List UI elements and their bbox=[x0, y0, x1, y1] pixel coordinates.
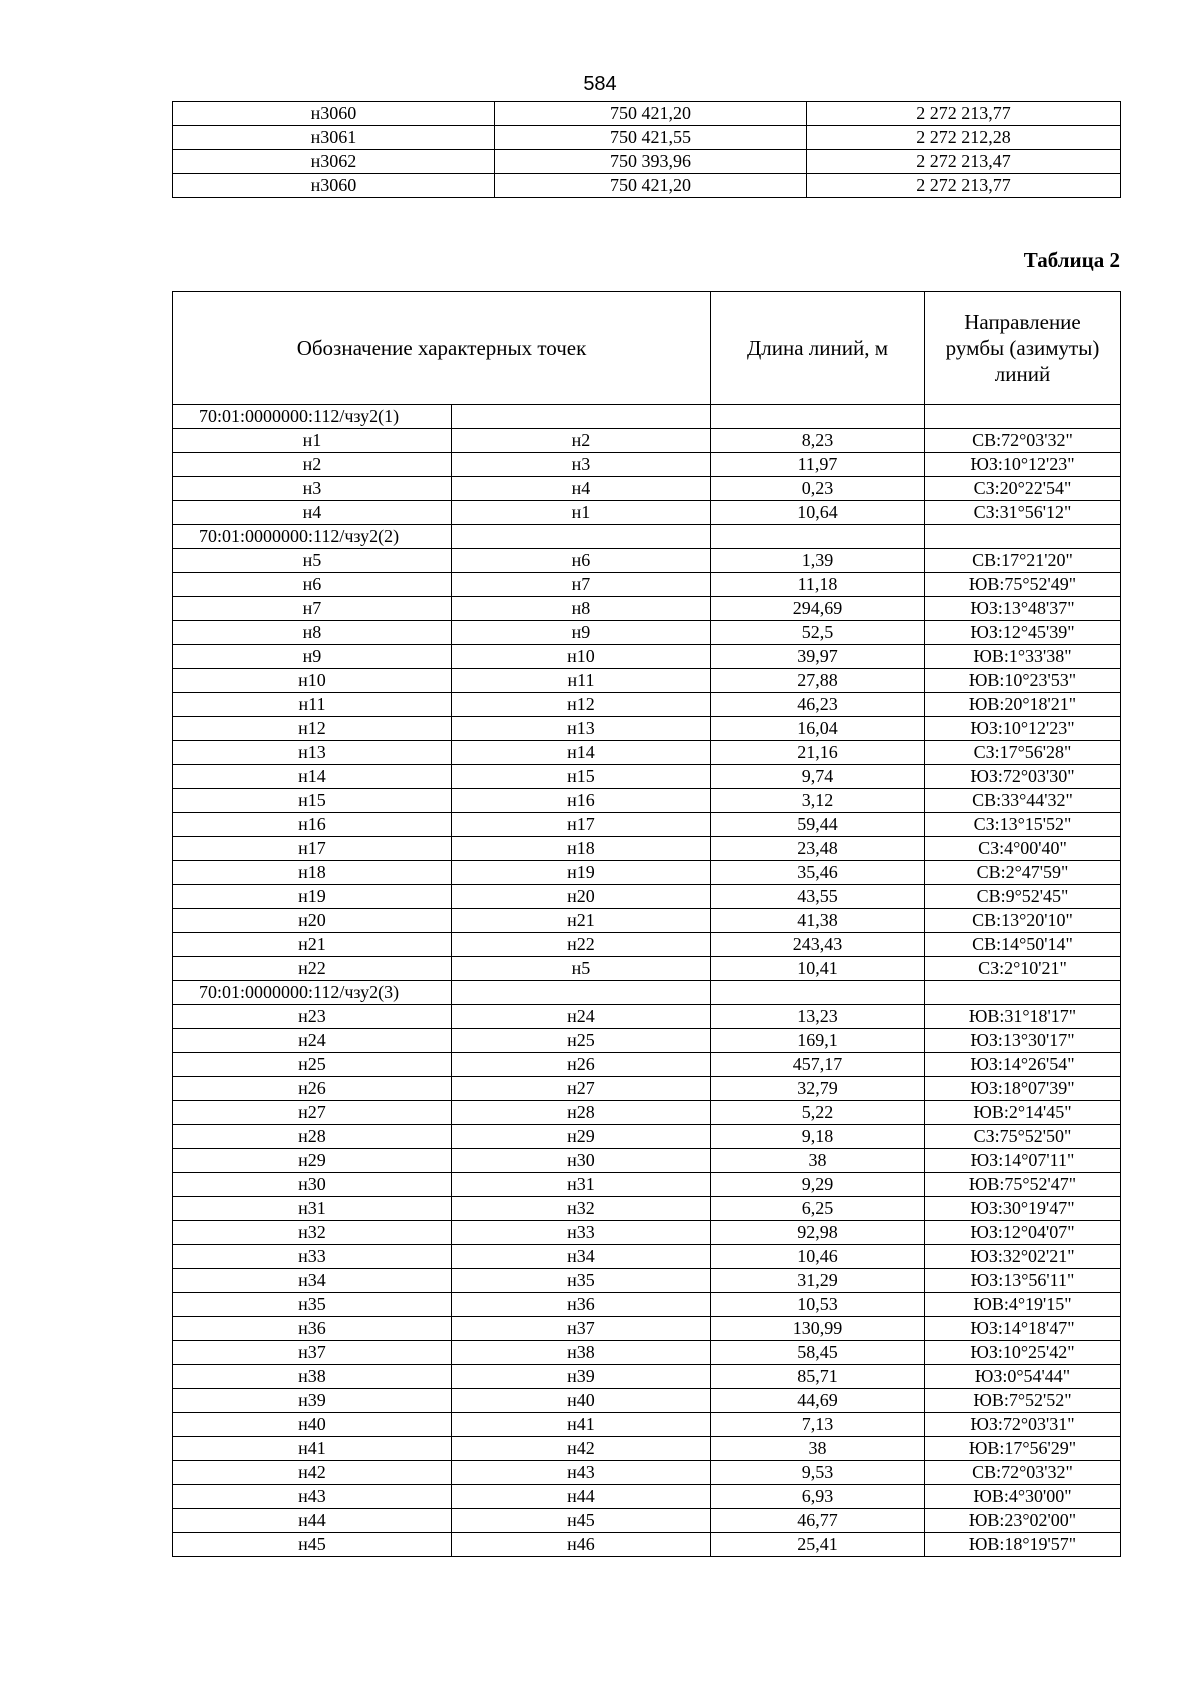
to-point-cell: н27 bbox=[452, 1077, 711, 1101]
to-point-cell: н2 bbox=[452, 429, 711, 453]
bearing-cell: ЮВ:1°33'38" bbox=[925, 645, 1121, 669]
table-row bbox=[173, 1389, 1121, 1413]
bearing-cell: ЮЗ:13°56'11" bbox=[925, 1269, 1121, 1293]
to-point-cell: н1 bbox=[452, 501, 711, 525]
point-cell: н3062 bbox=[173, 150, 495, 174]
length-cell: 31,29 bbox=[711, 1269, 925, 1293]
to-point-cell: н11 bbox=[452, 669, 711, 693]
from-point-cell: н18 bbox=[173, 861, 452, 885]
table-row bbox=[173, 1341, 1121, 1365]
length-cell: 27,88 bbox=[711, 669, 925, 693]
bearing-cell: СВ:72°03'32" bbox=[925, 429, 1121, 453]
table-row bbox=[173, 1461, 1121, 1485]
table-row bbox=[173, 1317, 1121, 1341]
point-cell: н3060 bbox=[173, 102, 495, 126]
x-coordinate-cell: 750 421,55 bbox=[495, 126, 807, 150]
length-cell: 32,79 bbox=[711, 1077, 925, 1101]
bearing-cell: СВ:13°20'10" bbox=[925, 909, 1121, 933]
length-cell: 10,64 bbox=[711, 501, 925, 525]
length-cell: 294,69 bbox=[711, 597, 925, 621]
header-direction: Направление румбы (азимуты) линий bbox=[925, 292, 1121, 405]
table-row bbox=[173, 1437, 1121, 1461]
from-point-cell: н43 bbox=[173, 1485, 452, 1509]
table-row bbox=[173, 621, 1121, 645]
bearing-cell: ЮЗ:72°03'31" bbox=[925, 1413, 1121, 1437]
length-cell: 169,1 bbox=[711, 1029, 925, 1053]
length-cell: 6,93 bbox=[711, 1485, 925, 1509]
from-point-cell: н5 bbox=[173, 549, 452, 573]
from-point-cell: н33 bbox=[173, 1245, 452, 1269]
to-point-cell: н13 bbox=[452, 717, 711, 741]
empty-cell bbox=[452, 525, 711, 549]
to-point-cell: н19 bbox=[452, 861, 711, 885]
to-point-cell: н22 bbox=[452, 933, 711, 957]
from-point-cell: н6 bbox=[173, 573, 452, 597]
from-point-cell: н39 bbox=[173, 1389, 452, 1413]
to-point-cell: н8 bbox=[452, 597, 711, 621]
table-row bbox=[173, 741, 1121, 765]
table-row bbox=[173, 1533, 1121, 1557]
length-cell: 3,12 bbox=[711, 789, 925, 813]
header-points: Обозначение характерных точек bbox=[173, 292, 711, 405]
table-row bbox=[173, 837, 1121, 861]
to-point-cell: н35 bbox=[452, 1269, 711, 1293]
to-point-cell: н26 bbox=[452, 1053, 711, 1077]
table-row bbox=[173, 1365, 1121, 1389]
y-coordinate-cell: 2 272 212,28 bbox=[807, 126, 1121, 150]
length-cell: 457,17 bbox=[711, 1053, 925, 1077]
table-row bbox=[173, 573, 1121, 597]
table-row bbox=[173, 885, 1121, 909]
parcel-row bbox=[173, 405, 1121, 429]
length-cell: 5,22 bbox=[711, 1101, 925, 1125]
table-row bbox=[173, 1221, 1121, 1245]
bearing-cell: СВ:72°03'32" bbox=[925, 1461, 1121, 1485]
bearing-cell: ЮВ:17°56'29" bbox=[925, 1437, 1121, 1461]
x-coordinate-cell: 750 393,96 bbox=[495, 150, 807, 174]
to-point-cell: н42 bbox=[452, 1437, 711, 1461]
bearing-cell: ЮВ:31°18'17" bbox=[925, 1005, 1121, 1029]
to-point-cell: н30 bbox=[452, 1149, 711, 1173]
bearing-cell: СЗ:75°52'50" bbox=[925, 1125, 1121, 1149]
to-point-cell: н24 bbox=[452, 1005, 711, 1029]
from-point-cell: н4 bbox=[173, 501, 452, 525]
bearing-cell: СЗ:13°15'52" bbox=[925, 813, 1121, 837]
from-point-cell: н8 bbox=[173, 621, 452, 645]
length-cell: 21,16 bbox=[711, 741, 925, 765]
to-point-cell: н9 bbox=[452, 621, 711, 645]
length-cell: 46,77 bbox=[711, 1509, 925, 1533]
table-2-title: Таблица 2 bbox=[1023, 248, 1120, 272]
empty-cell bbox=[925, 981, 1121, 1005]
bearing-cell: ЮВ:2°14'45" bbox=[925, 1101, 1121, 1125]
table-row bbox=[173, 957, 1121, 981]
bearing-cell: СВ:9°52'45" bbox=[925, 885, 1121, 909]
to-point-cell: н4 bbox=[452, 477, 711, 501]
bearing-cell: СЗ:20°22'54" bbox=[925, 477, 1121, 501]
to-point-cell: н21 bbox=[452, 909, 711, 933]
length-cell: 11,97 bbox=[711, 453, 925, 477]
bearing-cell: ЮЗ:32°02'21" bbox=[925, 1245, 1121, 1269]
length-cell: 6,25 bbox=[711, 1197, 925, 1221]
bearing-cell: СВ:2°47'59" bbox=[925, 861, 1121, 885]
length-cell: 11,18 bbox=[711, 573, 925, 597]
to-point-cell: н41 bbox=[452, 1413, 711, 1437]
table-row bbox=[173, 477, 1121, 501]
table-row bbox=[173, 1077, 1121, 1101]
to-point-cell: н34 bbox=[452, 1245, 711, 1269]
to-point-cell: н43 bbox=[452, 1461, 711, 1485]
length-cell: 10,41 bbox=[711, 957, 925, 981]
to-point-cell: н12 bbox=[452, 693, 711, 717]
length-cell: 1,39 bbox=[711, 549, 925, 573]
bearing-cell: ЮВ:4°30'00" bbox=[925, 1485, 1121, 1509]
bearing-cell: ЮЗ:13°30'17" bbox=[925, 1029, 1121, 1053]
bearing-cell: ЮЗ:10°12'23" bbox=[925, 717, 1121, 741]
y-coordinate-cell: 2 272 213,77 bbox=[807, 174, 1121, 198]
length-cell: 38 bbox=[711, 1149, 925, 1173]
from-point-cell: н27 bbox=[173, 1101, 452, 1125]
segments-table bbox=[172, 291, 1121, 1557]
table-row bbox=[173, 429, 1121, 453]
bearing-cell: ЮЗ:10°25'42" bbox=[925, 1341, 1121, 1365]
bearing-cell: СЗ:31°56'12" bbox=[925, 501, 1121, 525]
length-cell: 243,43 bbox=[711, 933, 925, 957]
bearing-cell: ЮЗ:14°07'11" bbox=[925, 1149, 1121, 1173]
from-point-cell: н30 bbox=[173, 1173, 452, 1197]
page-number: 584 bbox=[583, 73, 617, 95]
from-point-cell: н41 bbox=[173, 1437, 452, 1461]
table-row bbox=[173, 501, 1121, 525]
from-point-cell: н28 bbox=[173, 1125, 452, 1149]
to-point-cell: н20 bbox=[452, 885, 711, 909]
bearing-cell: ЮЗ:0°54'44" bbox=[925, 1365, 1121, 1389]
bearing-cell: ЮВ:7°52'52" bbox=[925, 1389, 1121, 1413]
to-point-cell: н39 bbox=[452, 1365, 711, 1389]
table-row bbox=[173, 1053, 1121, 1077]
table-row bbox=[173, 1509, 1121, 1533]
from-point-cell: н9 bbox=[173, 645, 452, 669]
table-row bbox=[173, 1197, 1121, 1221]
from-point-cell: н21 bbox=[173, 933, 452, 957]
y-coordinate-cell: 2 272 213,47 bbox=[807, 150, 1121, 174]
bearing-cell: ЮЗ:12°45'39" bbox=[925, 621, 1121, 645]
table-row bbox=[173, 102, 1121, 126]
length-cell: 52,5 bbox=[711, 621, 925, 645]
empty-cell bbox=[711, 981, 925, 1005]
length-cell: 8,23 bbox=[711, 429, 925, 453]
to-point-cell: н5 bbox=[452, 957, 711, 981]
to-point-cell: н29 bbox=[452, 1125, 711, 1149]
from-point-cell: н15 bbox=[173, 789, 452, 813]
from-point-cell: н16 bbox=[173, 813, 452, 837]
to-point-cell: н31 bbox=[452, 1173, 711, 1197]
table-row bbox=[173, 1101, 1121, 1125]
table-row bbox=[173, 765, 1121, 789]
from-point-cell: н26 bbox=[173, 1077, 452, 1101]
bearing-cell: СЗ:17°56'28" bbox=[925, 741, 1121, 765]
length-cell: 23,48 bbox=[711, 837, 925, 861]
to-point-cell: н17 bbox=[452, 813, 711, 837]
from-point-cell: н29 bbox=[173, 1149, 452, 1173]
length-cell: 39,97 bbox=[711, 645, 925, 669]
table-row bbox=[173, 861, 1121, 885]
parcel-id-cell: 70:01:0000000:112/чзу2(3) bbox=[173, 981, 452, 1005]
bearing-cell: ЮЗ:18°07'39" bbox=[925, 1077, 1121, 1101]
to-point-cell: н38 bbox=[452, 1341, 711, 1365]
empty-cell bbox=[711, 405, 925, 429]
coordinates-table bbox=[172, 101, 1121, 198]
table-row bbox=[173, 693, 1121, 717]
bearing-cell: ЮВ:20°18'21" bbox=[925, 693, 1121, 717]
to-point-cell: н14 bbox=[452, 741, 711, 765]
to-point-cell: н6 bbox=[452, 549, 711, 573]
table-row bbox=[173, 645, 1121, 669]
table-row bbox=[173, 1485, 1121, 1509]
bearing-cell: СВ:17°21'20" bbox=[925, 549, 1121, 573]
coordinates-table-body bbox=[173, 102, 1121, 198]
length-cell: 43,55 bbox=[711, 885, 925, 909]
length-cell: 13,23 bbox=[711, 1005, 925, 1029]
from-point-cell: н40 bbox=[173, 1413, 452, 1437]
length-cell: 25,41 bbox=[711, 1533, 925, 1557]
table-row bbox=[173, 1149, 1121, 1173]
to-point-cell: н10 bbox=[452, 645, 711, 669]
length-cell: 85,71 bbox=[711, 1365, 925, 1389]
y-coordinate-cell: 2 272 213,77 bbox=[807, 102, 1121, 126]
to-point-cell: н18 bbox=[452, 837, 711, 861]
length-cell: 58,45 bbox=[711, 1341, 925, 1365]
length-cell: 59,44 bbox=[711, 813, 925, 837]
from-point-cell: н14 bbox=[173, 765, 452, 789]
bearing-cell: СЗ:2°10'21" bbox=[925, 957, 1121, 981]
length-cell: 0,23 bbox=[711, 477, 925, 501]
to-point-cell: н16 bbox=[452, 789, 711, 813]
from-point-cell: н11 bbox=[173, 693, 452, 717]
length-cell: 92,98 bbox=[711, 1221, 925, 1245]
from-point-cell: н3 bbox=[173, 477, 452, 501]
to-point-cell: н36 bbox=[452, 1293, 711, 1317]
parcel-row bbox=[173, 525, 1121, 549]
from-point-cell: н45 bbox=[173, 1533, 452, 1557]
table-row bbox=[173, 1245, 1121, 1269]
table-row bbox=[173, 549, 1121, 573]
to-point-cell: н7 bbox=[452, 573, 711, 597]
bearing-cell: ЮВ:18°19'57" bbox=[925, 1533, 1121, 1557]
empty-cell bbox=[452, 981, 711, 1005]
table-row bbox=[173, 1005, 1121, 1029]
from-point-cell: н44 bbox=[173, 1509, 452, 1533]
from-point-cell: н23 bbox=[173, 1005, 452, 1029]
segments-header-row bbox=[173, 292, 1121, 405]
length-cell: 9,18 bbox=[711, 1125, 925, 1149]
bearing-cell: ЮВ:75°52'49" bbox=[925, 573, 1121, 597]
length-cell: 41,38 bbox=[711, 909, 925, 933]
from-point-cell: н1 bbox=[173, 429, 452, 453]
from-point-cell: н13 bbox=[173, 741, 452, 765]
to-point-cell: н45 bbox=[452, 1509, 711, 1533]
bearing-cell: ЮЗ:14°18'47" bbox=[925, 1317, 1121, 1341]
x-coordinate-cell: 750 421,20 bbox=[495, 102, 807, 126]
length-cell: 7,13 bbox=[711, 1413, 925, 1437]
to-point-cell: н33 bbox=[452, 1221, 711, 1245]
to-point-cell: н32 bbox=[452, 1197, 711, 1221]
from-point-cell: н42 bbox=[173, 1461, 452, 1485]
to-point-cell: н40 bbox=[452, 1389, 711, 1413]
table-row bbox=[173, 717, 1121, 741]
from-point-cell: н36 bbox=[173, 1317, 452, 1341]
point-cell: н3060 bbox=[173, 174, 495, 198]
bearing-cell: ЮЗ:13°48'37" bbox=[925, 597, 1121, 621]
length-cell: 44,69 bbox=[711, 1389, 925, 1413]
from-point-cell: н22 bbox=[173, 957, 452, 981]
bearing-cell: СВ:14°50'14" bbox=[925, 933, 1121, 957]
from-point-cell: н19 bbox=[173, 885, 452, 909]
from-point-cell: н24 bbox=[173, 1029, 452, 1053]
table-row bbox=[173, 1173, 1121, 1197]
bearing-cell: ЮЗ:12°04'07" bbox=[925, 1221, 1121, 1245]
from-point-cell: н31 bbox=[173, 1197, 452, 1221]
length-cell: 9,29 bbox=[711, 1173, 925, 1197]
table-row bbox=[173, 126, 1121, 150]
bearing-cell: ЮВ:23°02'00" bbox=[925, 1509, 1121, 1533]
from-point-cell: н35 bbox=[173, 1293, 452, 1317]
empty-cell bbox=[711, 525, 925, 549]
table-row bbox=[173, 669, 1121, 693]
bearing-cell: ЮЗ:14°26'54" bbox=[925, 1053, 1121, 1077]
parcel-row bbox=[173, 981, 1121, 1005]
length-cell: 46,23 bbox=[711, 693, 925, 717]
bearing-cell: ЮВ:10°23'53" bbox=[925, 669, 1121, 693]
header-length: Длина линий, м bbox=[711, 292, 925, 405]
from-point-cell: н25 bbox=[173, 1053, 452, 1077]
empty-cell bbox=[452, 405, 711, 429]
bearing-cell: СЗ:4°00'40" bbox=[925, 837, 1121, 861]
bearing-cell: ЮВ:4°19'15" bbox=[925, 1293, 1121, 1317]
bearing-cell: ЮЗ:10°12'23" bbox=[925, 453, 1121, 477]
to-point-cell: н15 bbox=[452, 765, 711, 789]
from-point-cell: н17 bbox=[173, 837, 452, 861]
empty-cell bbox=[925, 525, 1121, 549]
table-row bbox=[173, 1269, 1121, 1293]
table-row bbox=[173, 1413, 1121, 1437]
length-cell: 16,04 bbox=[711, 717, 925, 741]
to-point-cell: н46 bbox=[452, 1533, 711, 1557]
to-point-cell: н37 bbox=[452, 1317, 711, 1341]
from-point-cell: н34 bbox=[173, 1269, 452, 1293]
to-point-cell: н44 bbox=[452, 1485, 711, 1509]
x-coordinate-cell: 750 421,20 bbox=[495, 174, 807, 198]
empty-cell bbox=[925, 405, 1121, 429]
table-row bbox=[173, 150, 1121, 174]
from-point-cell: н32 bbox=[173, 1221, 452, 1245]
to-point-cell: н25 bbox=[452, 1029, 711, 1053]
from-point-cell: н2 bbox=[173, 453, 452, 477]
table-row bbox=[173, 909, 1121, 933]
length-cell: 38 bbox=[711, 1437, 925, 1461]
length-cell: 10,53 bbox=[711, 1293, 925, 1317]
from-point-cell: н38 bbox=[173, 1365, 452, 1389]
table-row bbox=[173, 453, 1121, 477]
table-row bbox=[173, 813, 1121, 837]
from-point-cell: н20 bbox=[173, 909, 452, 933]
from-point-cell: н10 bbox=[173, 669, 452, 693]
bearing-cell: ЮВ:75°52'47" bbox=[925, 1173, 1121, 1197]
bearing-cell: ЮЗ:30°19'47" bbox=[925, 1197, 1121, 1221]
table-row bbox=[173, 1125, 1121, 1149]
to-point-cell: н3 bbox=[452, 453, 711, 477]
to-point-cell: н28 bbox=[452, 1101, 711, 1125]
table-row bbox=[173, 1029, 1121, 1053]
bearing-cell: ЮЗ:72°03'30" bbox=[925, 765, 1121, 789]
table-row bbox=[173, 933, 1121, 957]
length-cell: 9,74 bbox=[711, 765, 925, 789]
from-point-cell: н12 bbox=[173, 717, 452, 741]
parcel-id-cell: 70:01:0000000:112/чзу2(2) bbox=[173, 525, 452, 549]
length-cell: 9,53 bbox=[711, 1461, 925, 1485]
length-cell: 35,46 bbox=[711, 861, 925, 885]
table-row bbox=[173, 174, 1121, 198]
from-point-cell: н7 bbox=[173, 597, 452, 621]
table-row bbox=[173, 1293, 1121, 1317]
length-cell: 10,46 bbox=[711, 1245, 925, 1269]
point-cell: н3061 bbox=[173, 126, 495, 150]
segments-table-body bbox=[173, 405, 1121, 1557]
length-cell: 130,99 bbox=[711, 1317, 925, 1341]
table-row bbox=[173, 597, 1121, 621]
bearing-cell: СВ:33°44'32" bbox=[925, 789, 1121, 813]
parcel-id-cell: 70:01:0000000:112/чзу2(1) bbox=[173, 405, 452, 429]
table-row bbox=[173, 789, 1121, 813]
from-point-cell: н37 bbox=[173, 1341, 452, 1365]
